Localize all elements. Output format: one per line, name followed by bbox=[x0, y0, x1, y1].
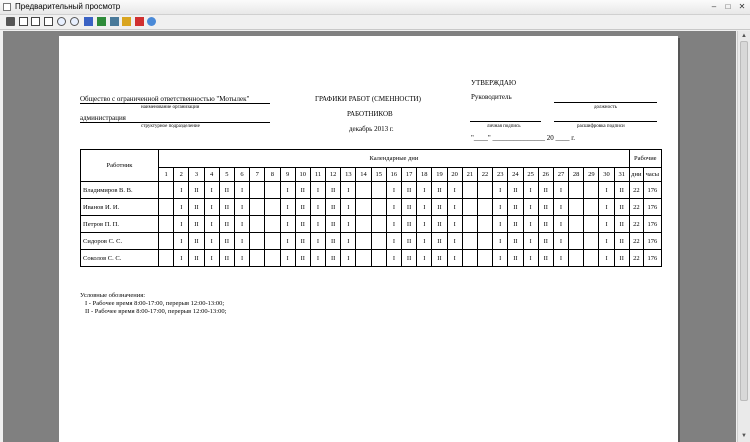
shift-cell: II bbox=[189, 233, 204, 250]
shift-cell bbox=[356, 216, 371, 233]
shift-cell: I bbox=[280, 250, 295, 267]
shift-cell bbox=[265, 233, 280, 250]
table-row bbox=[81, 233, 662, 250]
position-line bbox=[554, 102, 657, 103]
shift-cell: I bbox=[174, 250, 189, 267]
shift-cell bbox=[371, 233, 386, 250]
day-number-cell: 26 bbox=[538, 168, 553, 182]
shift-cell: II bbox=[219, 216, 234, 233]
working-header: Рабочие bbox=[629, 150, 661, 168]
shift-cell bbox=[584, 199, 599, 216]
close-icon[interactable]: ✕ bbox=[738, 2, 746, 11]
day-number-cell: 4 bbox=[204, 168, 219, 182]
shift-cell: II bbox=[326, 216, 341, 233]
window-controls bbox=[708, 1, 748, 12]
shift-cell: I bbox=[523, 233, 538, 250]
table-row bbox=[81, 216, 662, 233]
day-number-cell: 1 bbox=[159, 168, 174, 182]
shift-cell: I bbox=[204, 233, 219, 250]
shift-cell: I bbox=[417, 216, 432, 233]
shift-cell: I bbox=[234, 250, 249, 267]
days-count-cell: 22 bbox=[629, 199, 643, 216]
shift-cell bbox=[250, 199, 265, 216]
shift-cell bbox=[265, 250, 280, 267]
sign-line bbox=[470, 121, 541, 122]
shift-cell bbox=[462, 199, 477, 216]
zoom-in-icon[interactable] bbox=[57, 17, 66, 26]
shift-cell: I bbox=[553, 250, 568, 267]
day-number-cell: 12 bbox=[326, 168, 341, 182]
shift-cell: I bbox=[553, 182, 568, 199]
shift-cell: I bbox=[204, 250, 219, 267]
shift-cell bbox=[159, 233, 174, 250]
shift-cell: I bbox=[493, 182, 508, 199]
shift-cell: II bbox=[614, 216, 629, 233]
shift-cell: I bbox=[386, 216, 401, 233]
shift-cell: I bbox=[599, 182, 614, 199]
shift-cell: II bbox=[295, 199, 310, 216]
shift-cell bbox=[584, 233, 599, 250]
hours-count-cell: 176 bbox=[643, 216, 661, 233]
shift-cell: I bbox=[417, 182, 432, 199]
worker-header: Работник bbox=[81, 150, 159, 182]
shift-cell: II bbox=[432, 216, 447, 233]
title-bar bbox=[0, 0, 750, 15]
shift-cell: II bbox=[538, 182, 553, 199]
shift-cell: II bbox=[326, 199, 341, 216]
org-line bbox=[80, 103, 270, 104]
shift-cell: II bbox=[189, 216, 204, 233]
dept-caption: структурное подразделение bbox=[141, 124, 200, 129]
shift-cell: I bbox=[280, 216, 295, 233]
shift-cell bbox=[477, 216, 492, 233]
shift-cell: II bbox=[508, 182, 523, 199]
day-number-cell: 17 bbox=[402, 168, 417, 182]
shift-cell: I bbox=[493, 199, 508, 216]
scroll-up-icon[interactable]: ▲ bbox=[741, 33, 747, 39]
shift-cell: I bbox=[174, 233, 189, 250]
shift-cell: I bbox=[417, 199, 432, 216]
table-row bbox=[81, 182, 662, 199]
shift-cell: I bbox=[204, 199, 219, 216]
approve-label: УТВЕРЖДАЮ bbox=[471, 79, 517, 87]
shift-cell bbox=[250, 250, 265, 267]
shift-cell: II bbox=[326, 233, 341, 250]
shift-cell bbox=[371, 250, 386, 267]
day-number-cell: 16 bbox=[386, 168, 401, 182]
shift-cell: II bbox=[189, 182, 204, 199]
shift-cell: I bbox=[599, 250, 614, 267]
table-row bbox=[81, 199, 662, 216]
shift-cell: II bbox=[295, 182, 310, 199]
shift-cell bbox=[462, 216, 477, 233]
hours-count-cell: 176 bbox=[643, 233, 661, 250]
day-number-cell: 31 bbox=[614, 168, 629, 182]
shift-cell bbox=[477, 199, 492, 216]
shift-cell bbox=[159, 216, 174, 233]
day-number-cell: 10 bbox=[295, 168, 310, 182]
day-number-cell: 9 bbox=[280, 168, 295, 182]
window-title: Предварительный просмотр bbox=[15, 2, 121, 11]
shift-cell: I bbox=[493, 216, 508, 233]
shift-cell bbox=[584, 182, 599, 199]
shift-cell: II bbox=[614, 233, 629, 250]
shift-cell bbox=[356, 233, 371, 250]
zoom-out-icon[interactable] bbox=[70, 17, 79, 26]
worker-name-cell: Сидоров С. С. bbox=[81, 233, 159, 250]
minimize-icon[interactable]: – bbox=[711, 2, 717, 11]
hours-count-cell: 176 bbox=[643, 250, 661, 267]
shift-cell: I bbox=[341, 216, 356, 233]
shift-cell bbox=[569, 233, 584, 250]
shift-cell bbox=[250, 182, 265, 199]
shift-cell: I bbox=[234, 216, 249, 233]
hours-count-cell: 176 bbox=[643, 199, 661, 216]
hours-subheader: часы bbox=[643, 168, 661, 182]
days-count-cell: 22 bbox=[629, 182, 643, 199]
shift-cell bbox=[250, 216, 265, 233]
shift-cell: II bbox=[432, 233, 447, 250]
shift-cell: I bbox=[447, 199, 462, 216]
shift-cell: I bbox=[523, 250, 538, 267]
shift-cell: I bbox=[310, 199, 325, 216]
day-number-cell: 14 bbox=[356, 168, 371, 182]
shift-cell bbox=[569, 182, 584, 199]
shift-cell bbox=[477, 250, 492, 267]
shift-cell: I bbox=[599, 233, 614, 250]
day-number-cell: 7 bbox=[250, 168, 265, 182]
shift-cell: II bbox=[295, 216, 310, 233]
shift-cell bbox=[159, 250, 174, 267]
shift-cell bbox=[159, 182, 174, 199]
scroll-thumb[interactable] bbox=[740, 41, 748, 401]
day-number-cell: 3 bbox=[189, 168, 204, 182]
shift-cell: II bbox=[614, 250, 629, 267]
print-icon[interactable] bbox=[6, 17, 15, 26]
shift-cell: II bbox=[508, 216, 523, 233]
scroll-down-icon[interactable]: ▼ bbox=[741, 433, 747, 439]
shift-cell: I bbox=[310, 216, 325, 233]
shift-cell bbox=[569, 199, 584, 216]
shift-cell: I bbox=[341, 182, 356, 199]
header-row bbox=[81, 150, 662, 168]
legend-title: Условные обозначения: bbox=[80, 292, 146, 299]
dept-name: администрация bbox=[80, 114, 126, 122]
shift-cell: I bbox=[599, 216, 614, 233]
shift-cell: I bbox=[553, 216, 568, 233]
shift-cell: I bbox=[174, 216, 189, 233]
title-line1: ГРАФИКИ РАБОТ (СМЕННОСТИ) bbox=[315, 95, 421, 103]
shift-cell bbox=[250, 233, 265, 250]
shift-cell bbox=[462, 250, 477, 267]
shift-cell: II bbox=[219, 182, 234, 199]
dept-line bbox=[80, 122, 270, 123]
day-number-cell: 23 bbox=[493, 168, 508, 182]
day-number-cell: 27 bbox=[553, 168, 568, 182]
shift-cell: I bbox=[234, 233, 249, 250]
shift-cell: II bbox=[508, 199, 523, 216]
shift-cell bbox=[477, 182, 492, 199]
shift-cell: II bbox=[402, 250, 417, 267]
shift-cell: I bbox=[523, 216, 538, 233]
document-page bbox=[59, 36, 678, 442]
shift-cell: II bbox=[538, 216, 553, 233]
worker-name-cell: Соколов С. С. bbox=[81, 250, 159, 267]
toolbar bbox=[0, 15, 750, 30]
shift-cell: I bbox=[447, 216, 462, 233]
day-number-cell: 20 bbox=[447, 168, 462, 182]
day-number-cell: 21 bbox=[462, 168, 477, 182]
shift-cell bbox=[371, 216, 386, 233]
day-number-cell: 8 bbox=[265, 168, 280, 182]
title-line2: РАБОТНИКОВ bbox=[347, 110, 393, 118]
day-number-cell: 13 bbox=[341, 168, 356, 182]
export-excel-icon[interactable] bbox=[97, 17, 106, 26]
export-archive-icon[interactable] bbox=[122, 17, 131, 26]
shift-cell: I bbox=[341, 199, 356, 216]
app-icon bbox=[3, 3, 11, 11]
export-table-icon[interactable] bbox=[110, 17, 119, 26]
shift-cell bbox=[159, 199, 174, 216]
shift-cell: I bbox=[310, 182, 325, 199]
shift-cell: I bbox=[417, 250, 432, 267]
shift-cell: II bbox=[402, 182, 417, 199]
shift-cell bbox=[356, 182, 371, 199]
day-number-cell: 5 bbox=[219, 168, 234, 182]
shift-cell: I bbox=[493, 233, 508, 250]
schedule-table bbox=[80, 149, 662, 267]
shift-cell: II bbox=[538, 199, 553, 216]
shift-cell: I bbox=[204, 216, 219, 233]
shift-cell: II bbox=[326, 182, 341, 199]
shift-cell: II bbox=[508, 233, 523, 250]
vertical-scrollbar[interactable] bbox=[737, 31, 750, 442]
days-count-cell: 22 bbox=[629, 233, 643, 250]
maximize-icon[interactable]: □ bbox=[725, 2, 731, 11]
export-word-icon[interactable] bbox=[84, 17, 93, 26]
shift-cell bbox=[265, 199, 280, 216]
day-number-cell: 22 bbox=[477, 168, 492, 182]
shift-cell: II bbox=[614, 182, 629, 199]
shift-cell: I bbox=[447, 250, 462, 267]
shift-cell: I bbox=[417, 233, 432, 250]
days-count-cell: 22 bbox=[629, 250, 643, 267]
shift-cell bbox=[371, 182, 386, 199]
shift-cell bbox=[584, 216, 599, 233]
shift-cell: I bbox=[280, 233, 295, 250]
days-header: Календарные дни bbox=[159, 150, 630, 168]
shift-cell: II bbox=[402, 216, 417, 233]
shift-cell bbox=[569, 216, 584, 233]
table-row bbox=[81, 250, 662, 267]
shift-cell: I bbox=[280, 182, 295, 199]
date-line: "____" _______________ 20 ____ г. bbox=[471, 134, 576, 142]
shift-cell: I bbox=[447, 233, 462, 250]
shift-cell bbox=[265, 216, 280, 233]
shift-cell: I bbox=[493, 250, 508, 267]
shift-cell: II bbox=[189, 199, 204, 216]
export-pdf-icon[interactable] bbox=[135, 17, 144, 26]
shift-cell: II bbox=[189, 250, 204, 267]
worker-name-cell: Иванов И. И. bbox=[81, 199, 159, 216]
head-label: Руководитель bbox=[471, 93, 512, 101]
shift-cell: II bbox=[219, 250, 234, 267]
org-name: Общество с ограниченной ответственностью "Мотылек" bbox=[80, 95, 250, 103]
decode-line bbox=[554, 121, 657, 122]
shift-cell: II bbox=[538, 233, 553, 250]
shift-cell: I bbox=[523, 199, 538, 216]
days-count-cell: 22 bbox=[629, 216, 643, 233]
day-number-cell: 19 bbox=[432, 168, 447, 182]
shift-cell: I bbox=[310, 250, 325, 267]
day-number-cell: 11 bbox=[310, 168, 325, 182]
shift-cell: I bbox=[599, 199, 614, 216]
org-caption: наименование организации bbox=[141, 105, 200, 110]
shift-cell bbox=[462, 233, 477, 250]
sign-caption: личная подпись bbox=[487, 124, 521, 129]
legend-item-2: II - Рабочее время 8:00-17:00, перерыв 12:00-13:00; bbox=[85, 308, 227, 315]
shift-cell: II bbox=[508, 250, 523, 267]
shift-cell: I bbox=[523, 182, 538, 199]
day-number-cell: 29 bbox=[584, 168, 599, 182]
shift-cell: I bbox=[553, 199, 568, 216]
day-number-cell: 28 bbox=[569, 168, 584, 182]
hours-count-cell: 176 bbox=[643, 182, 661, 199]
day-number-cell: 6 bbox=[234, 168, 249, 182]
shift-cell: II bbox=[219, 233, 234, 250]
fit-page-icon[interactable] bbox=[44, 17, 53, 26]
days-subheader: дни bbox=[629, 168, 643, 182]
shift-cell: II bbox=[614, 199, 629, 216]
shift-cell bbox=[569, 250, 584, 267]
shift-cell: I bbox=[204, 182, 219, 199]
day-number-cell: 25 bbox=[523, 168, 538, 182]
period-label: декабрь 2013 г. bbox=[349, 125, 394, 133]
shift-cell: I bbox=[447, 182, 462, 199]
shift-cell: II bbox=[295, 250, 310, 267]
shift-cell: II bbox=[402, 199, 417, 216]
shift-cell: I bbox=[174, 182, 189, 199]
shift-cell: I bbox=[310, 233, 325, 250]
shift-cell bbox=[584, 250, 599, 267]
day-number-cell: 30 bbox=[599, 168, 614, 182]
shift-cell bbox=[265, 182, 280, 199]
shift-cell: I bbox=[386, 199, 401, 216]
shift-cell: I bbox=[341, 233, 356, 250]
worker-name-cell: Владимиров В. В. bbox=[81, 182, 159, 199]
shift-cell: I bbox=[341, 250, 356, 267]
shift-cell: II bbox=[219, 199, 234, 216]
day-number-cell: 2 bbox=[174, 168, 189, 182]
shift-cell: II bbox=[295, 233, 310, 250]
shift-cell: I bbox=[174, 199, 189, 216]
shift-cell: I bbox=[386, 250, 401, 267]
day-number-cell: 24 bbox=[508, 168, 523, 182]
shift-cell: I bbox=[386, 182, 401, 199]
shift-cell bbox=[371, 199, 386, 216]
shift-cell: I bbox=[386, 233, 401, 250]
shift-cell bbox=[356, 250, 371, 267]
decode-caption: расшифровка подписи bbox=[577, 124, 625, 129]
day-number-cell: 15 bbox=[371, 168, 386, 182]
shift-cell: I bbox=[280, 199, 295, 216]
shift-cell bbox=[477, 233, 492, 250]
day-number-cell: 18 bbox=[417, 168, 432, 182]
shift-cell bbox=[356, 199, 371, 216]
shift-cell bbox=[462, 182, 477, 199]
shift-cell: II bbox=[432, 182, 447, 199]
day-numbers-row bbox=[81, 168, 662, 182]
shift-cell: II bbox=[432, 199, 447, 216]
position-caption: должность bbox=[594, 105, 617, 110]
shift-cell: II bbox=[432, 250, 447, 267]
page-icon[interactable] bbox=[19, 17, 28, 26]
settings-icon[interactable] bbox=[147, 17, 156, 26]
fit-width-icon[interactable] bbox=[31, 17, 40, 26]
shift-cell: I bbox=[234, 199, 249, 216]
shift-cell: II bbox=[326, 250, 341, 267]
shift-cell: II bbox=[538, 250, 553, 267]
shift-cell: I bbox=[234, 182, 249, 199]
shift-cell: II bbox=[402, 233, 417, 250]
worker-name-cell: Петров П. П. bbox=[81, 216, 159, 233]
shift-cell: I bbox=[553, 233, 568, 250]
legend-item-1: I - Рабочее время 8:00-17:00, перерыв 12:00-13:00; bbox=[85, 300, 225, 307]
